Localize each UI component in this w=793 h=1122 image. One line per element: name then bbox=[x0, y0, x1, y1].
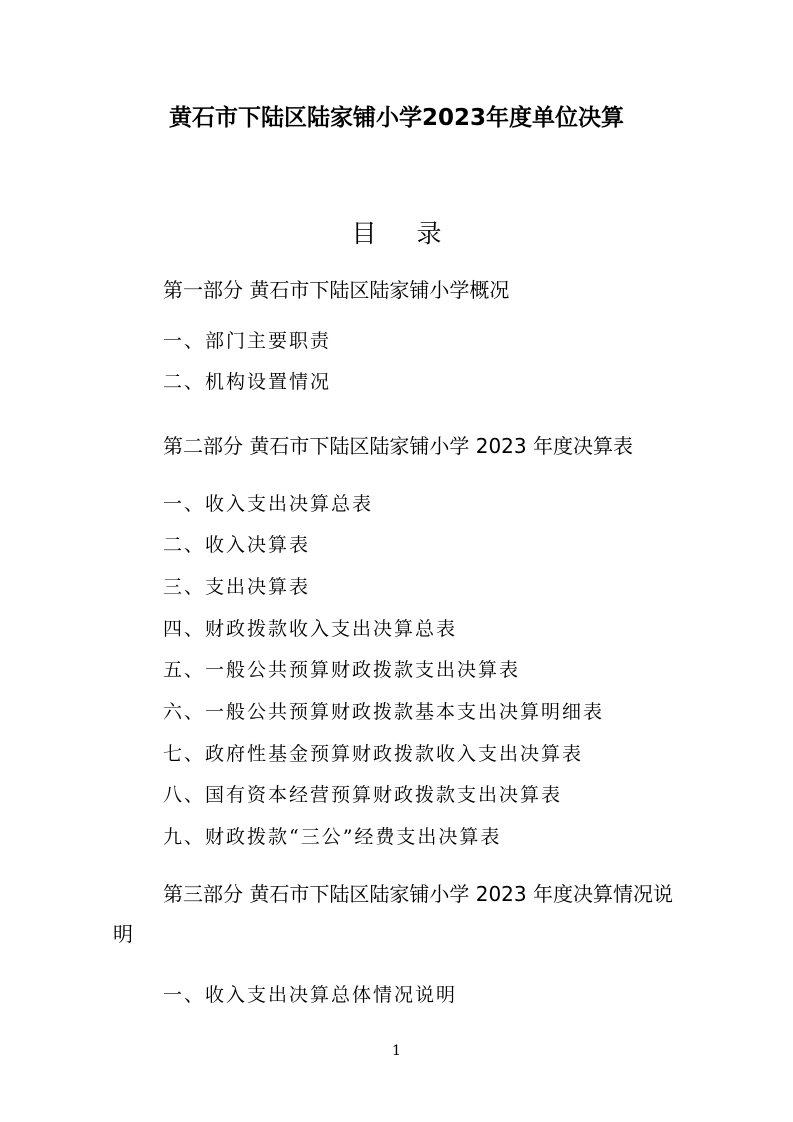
toc-item-part2-5: 五、一般公共预算财政拨款支出决算表 bbox=[163, 659, 521, 681]
toc-item-part2-1: 一、收入支出决算总表 bbox=[163, 493, 374, 515]
document-title: 黄石市下陆区陆家铺小学2023年度单位决算 bbox=[168, 105, 624, 131]
page-number: 1 bbox=[392, 1043, 401, 1059]
toc-item-part3-1: 一、收入支出决算总体情况说明 bbox=[163, 984, 458, 1006]
toc-item-part2-7: 七、政府性基金预算财政拨款收入支出决算表 bbox=[163, 743, 584, 765]
toc-item-part2-8: 八、国有资本经营预算财政拨款支出决算表 bbox=[163, 784, 563, 806]
toc-item-part1-1: 一、部门主要职责 bbox=[163, 330, 332, 352]
toc-item-part1-2: 二、机构设置情况 bbox=[163, 371, 332, 393]
toc-heading bbox=[0, 214, 793, 254]
toc-item-part2-6: 六、一般公共预算财政拨款基本支出决算明细表 bbox=[163, 701, 605, 723]
part2-heading: 第二部分 黄石市下陆区陆家铺小学 2023 年度决算表 bbox=[163, 434, 633, 458]
part3-heading: 第三部分 黄石市下陆区陆家铺小学 2023 年度决算情况说明 bbox=[113, 882, 673, 946]
part1-heading: 第一部分 黄石市下陆区陆家铺小学概况 bbox=[163, 278, 510, 302]
toc-heading-char-2: 录 bbox=[416, 219, 442, 248]
toc-item-part2-2: 二、收入决算表 bbox=[163, 534, 311, 556]
toc-item-part2-3: 三、支出决算表 bbox=[163, 576, 311, 598]
toc-item-part2-9: 九、财政拨款“三公”经费支出决算表 bbox=[163, 826, 502, 848]
toc-item-part2-4: 四、财政拨款收入支出决算总表 bbox=[163, 618, 458, 640]
toc-heading-char-1: 目 bbox=[351, 219, 377, 248]
